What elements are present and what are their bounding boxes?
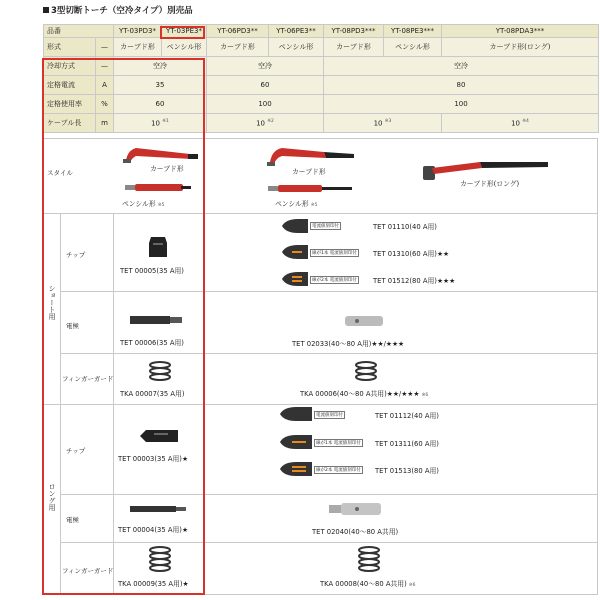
long-electrode-35-image [128,502,190,516]
spec-table: 品番 YT-03PD3* YT-03PE3* YT-06PD3** YT-06PE3** YT-08PD3*** YT-08PE3*** YT-08PDA3*** 形式 — カーブド形 ペンシル形 カーブド形 ペンシル形 カーブド形 ペンシル形 カーブド形(ロング) 冷却方式 — 空冷 空冷 空冷 定格電流 A 35 60 80 定格使用率 % 60 100 100 ケーブル長 m 10 $^{※1}$ 10 $^{※2}$ 10 $^{※3}$ 10 $^{※4}$ [43,24,599,133]
long-tip-label: チップ [66,447,86,455]
short-group-label: ショート用 [48,285,56,320]
finger-guard-35-image [147,360,173,382]
long-electrode-label: 電極 [66,516,79,524]
finger-guard-40-80-image [353,360,379,382]
current-label: 定格電流 [44,76,96,95]
model-7: YT-08PDA3*** [442,25,599,38]
style-label: スタイル [47,169,73,177]
tip-80-image [280,271,310,287]
model-1: YT-03PD3* [114,25,162,38]
form-label: 形式 [44,38,96,57]
long-group-label: ロング用 [48,483,56,511]
long-tip-35-image [138,427,182,445]
tip-60-image [280,244,310,260]
cable-label: ケーブル長 [44,114,96,133]
model-6: YT-08PE3*** [384,25,442,38]
long-finger-label: フィンガーガード [62,567,114,575]
long-electrode-40-80-image [327,500,387,518]
duty-label: 定格使用率 [44,95,96,114]
curved-torch-60-80-image [262,142,357,168]
long-tip-60-image [278,434,314,450]
model-4: YT-06PE3** [269,25,324,38]
pencil-torch-35-image [123,182,193,194]
header-label: 品番 [44,25,114,38]
long-tip-80-image [278,461,314,477]
model-5: YT-08PD3*** [324,25,384,38]
long-finger-guard-35-image [146,545,174,573]
model-3: YT-06PD3** [207,25,269,38]
model-2: YT-03PE3* [162,25,207,38]
short-tip-label: チップ [66,251,86,259]
short-electrode-label: 電極 [66,322,79,330]
electrode-40-80-image [343,313,391,329]
long-tip-40-image [278,406,314,422]
tip-40-image [280,218,310,234]
page-title: 3型切断トーチ（空冷タイプ）別売品 [43,4,193,16]
short-finger-label: フィンガーガード [62,375,114,383]
pencil-torch-60-80-image [266,182,356,195]
tip-35-image [143,235,173,260]
cooling-label: 冷却方式 [44,57,96,76]
long-finger-guard-40-80-image [355,545,383,573]
electrode-35-image [128,313,186,327]
